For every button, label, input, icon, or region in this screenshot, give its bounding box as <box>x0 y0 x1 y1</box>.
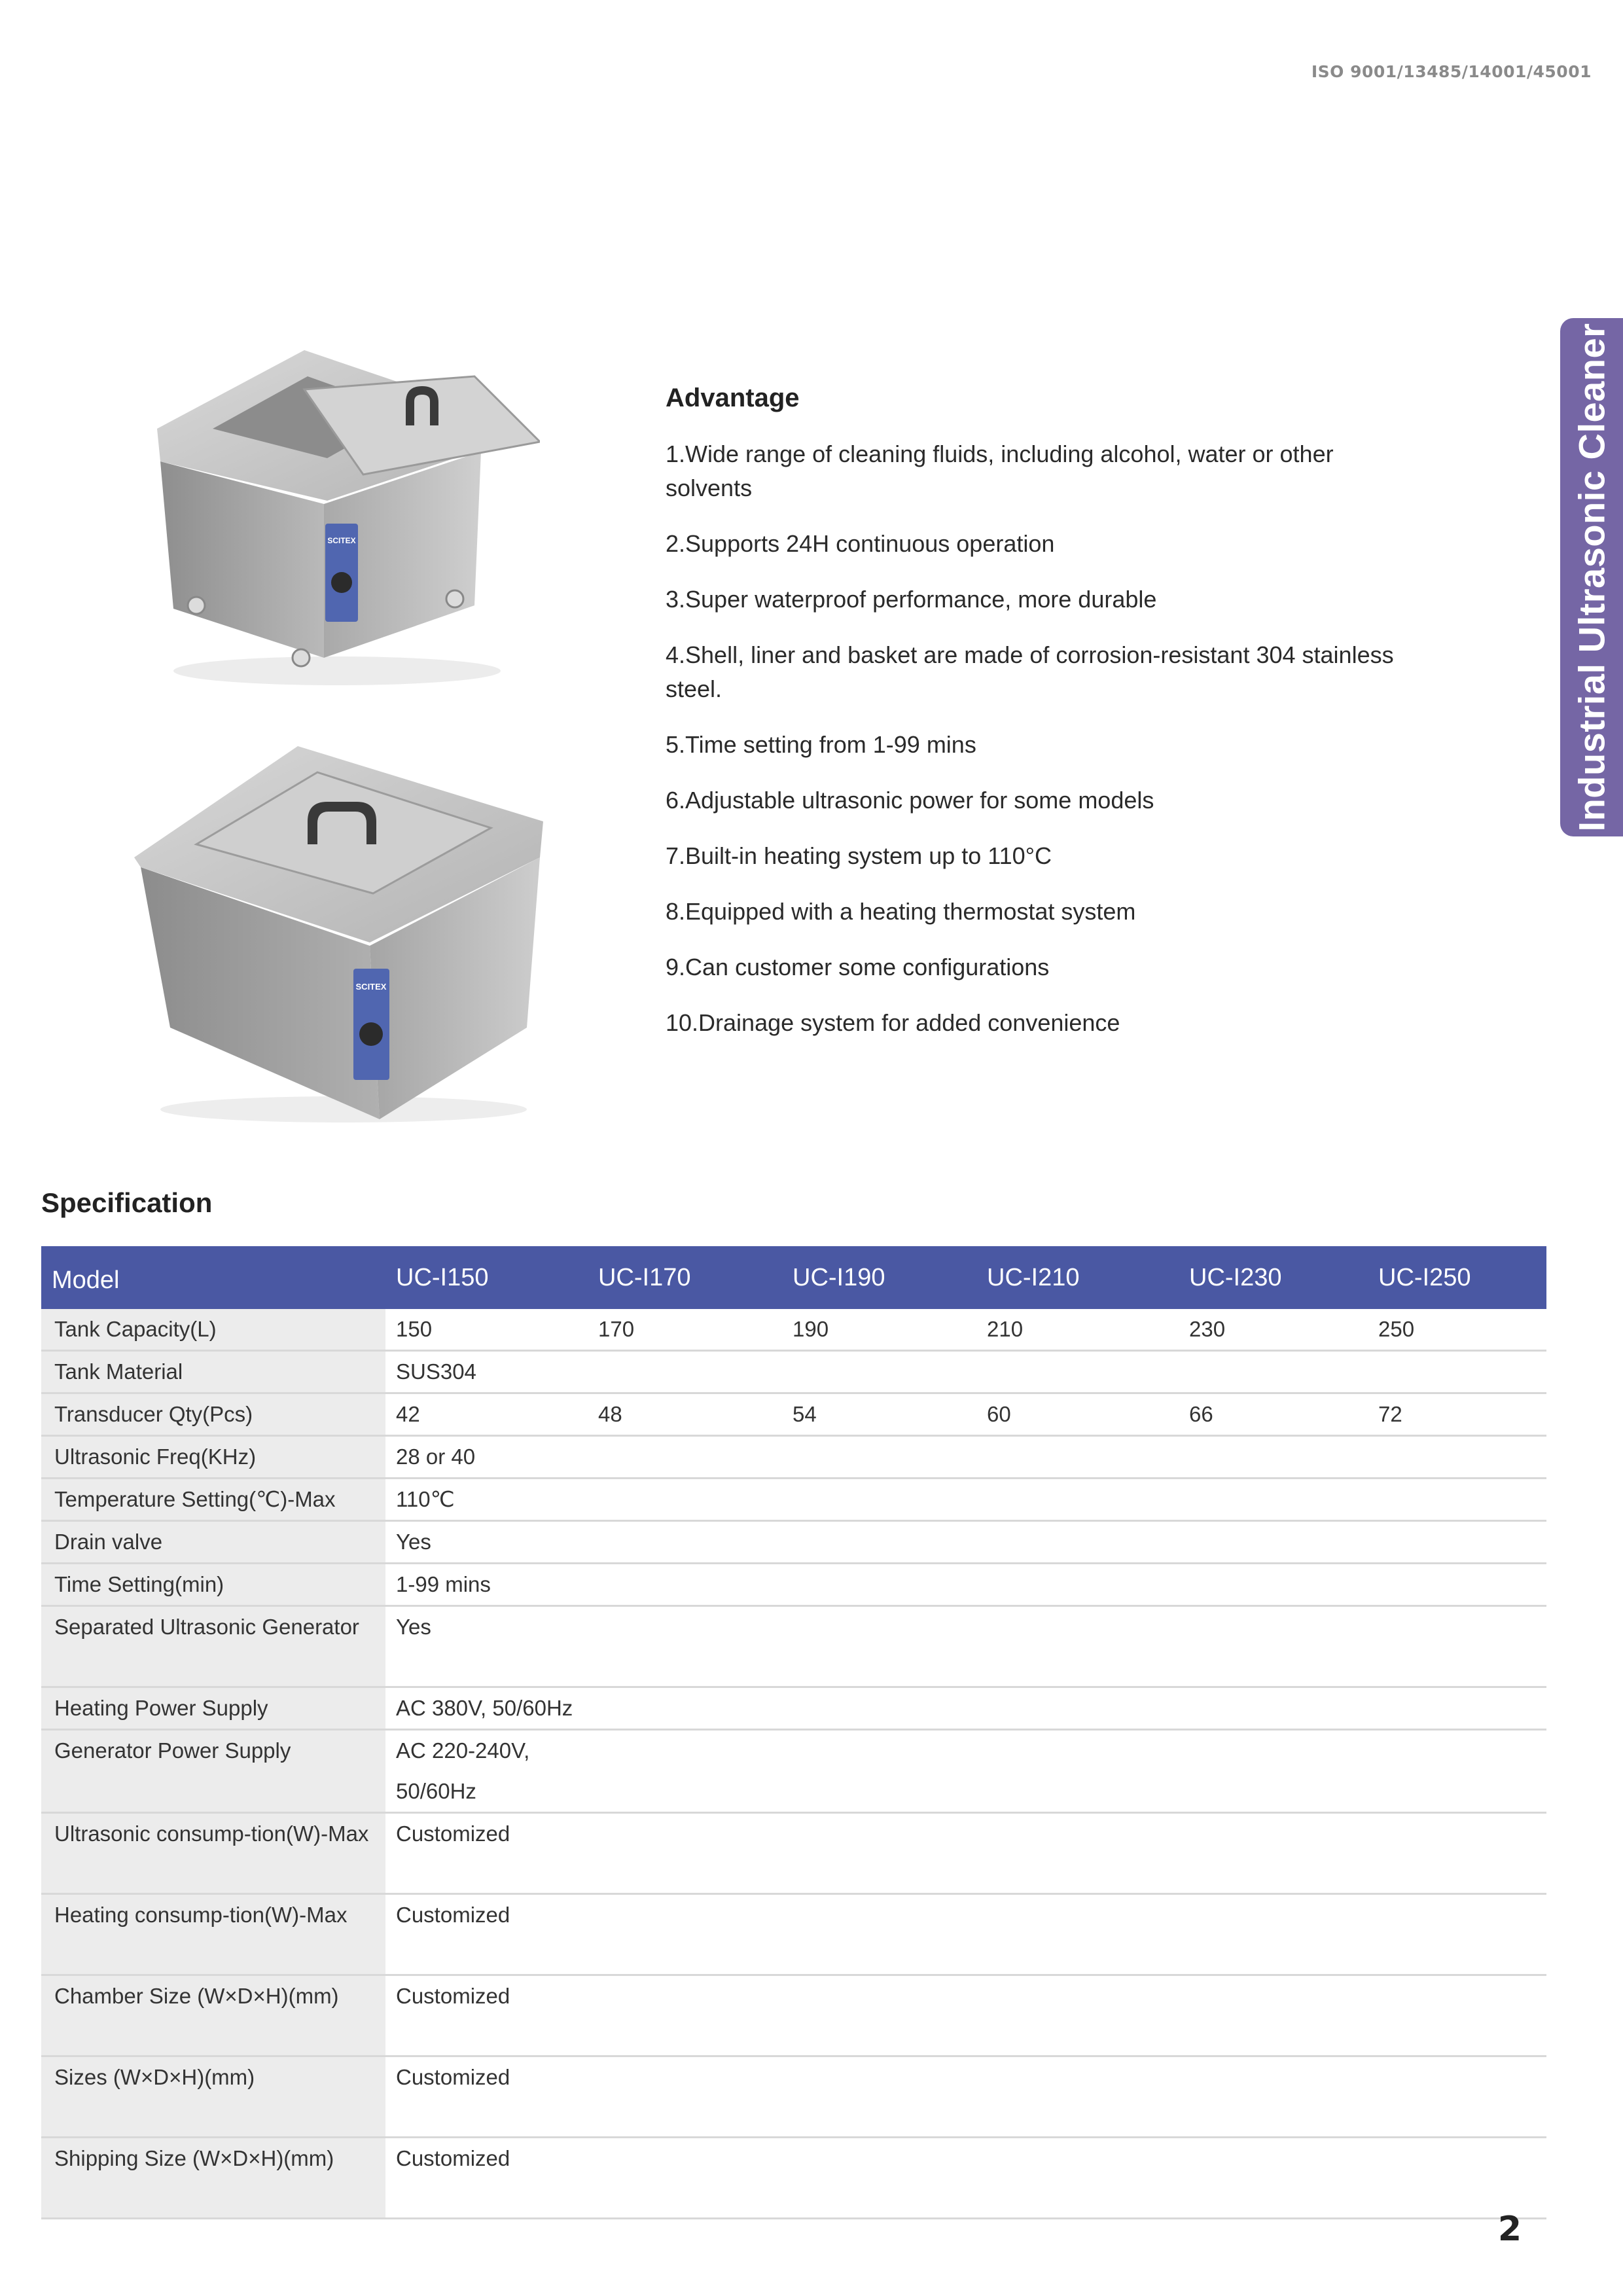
ultrasonic-cleaner-open-lid-image <box>147 350 540 691</box>
table-cell <box>782 1436 976 1479</box>
table-cell: AC 220-240V, 50/60Hz <box>385 1730 588 1813</box>
table-row <box>41 1975 1546 2056</box>
table-cell <box>588 1894 782 1975</box>
table-cell <box>588 1521 782 1564</box>
table-cell: Yes <box>385 1606 588 1687</box>
table-cell <box>1368 1479 1546 1521</box>
table-cell: 1-99 mins <box>385 1564 588 1606</box>
table-cell <box>976 2138 1179 2219</box>
table-cell <box>588 1564 782 1606</box>
table-row <box>41 1436 1546 1479</box>
advantage-item: 6.Adjustable ultrasonic power for some models <box>666 787 1154 814</box>
table-cell <box>588 1687 782 1730</box>
table-cell <box>1368 1564 1546 1606</box>
row-label: Transducer Qty(Pcs) <box>41 1393 385 1436</box>
specification-table <box>41 1246 1546 2219</box>
table-cell: 66 <box>1179 1393 1368 1436</box>
table-cell <box>1179 1894 1368 1975</box>
table-cell <box>976 1894 1179 1975</box>
table-cell <box>782 1975 976 2056</box>
table-cell <box>1179 1436 1368 1479</box>
table-row <box>41 1479 1546 1521</box>
table-cell <box>782 1687 976 1730</box>
row-label: Temperature Setting(℃)-Max <box>41 1479 385 1521</box>
table-cell <box>1179 2056 1368 2138</box>
advantage-item: 3.Super waterproof performance, more durable <box>666 586 1157 613</box>
table-cell: Customized <box>385 2056 588 2138</box>
table-cell <box>782 1606 976 1687</box>
table-cell <box>1179 1521 1368 1564</box>
table-cell: 210 <box>976 1309 1179 1351</box>
table-cell <box>1368 1813 1546 1894</box>
row-label: Tank Capacity(L) <box>41 1309 385 1351</box>
advantage-item: 10.Drainage system for added convenience <box>666 1009 1120 1036</box>
table-cell <box>976 1351 1179 1393</box>
advantage-item: 1.Wide range of cleaning fluids, including alcohol, water or other solvents <box>666 440 1334 501</box>
table-cell <box>1368 2138 1546 2219</box>
table-cell: 72 <box>1368 1393 1546 1436</box>
row-label: Heating Power Supply <box>41 1687 385 1730</box>
column-header: UC-I250 <box>1368 1246 1546 1309</box>
row-label: Drain valve <box>41 1521 385 1564</box>
advantage-item: 7.Built-in heating system up to 110°C <box>666 842 1052 869</box>
advantage-item: 5.Time setting from 1-99 mins <box>666 731 976 758</box>
table-cell <box>1179 1564 1368 1606</box>
advantage-list <box>666 437 1425 1062</box>
row-label: Ultrasonic consump-tion(W)-Max <box>41 1813 385 1894</box>
table-cell: 250 <box>1368 1309 1546 1351</box>
table-cell <box>782 1730 976 1813</box>
table-cell: 48 <box>588 1393 782 1436</box>
table-cell <box>1179 1975 1368 2056</box>
table-row <box>41 2056 1546 2138</box>
table-row <box>41 1813 1546 1894</box>
row-label: Tank Material <box>41 1351 385 1393</box>
table-cell <box>1368 2056 1546 2138</box>
table-cell <box>588 1436 782 1479</box>
advantage-heading: Advantage <box>666 384 800 412</box>
row-label: Separated Ultrasonic Generator <box>41 1606 385 1687</box>
table-cell <box>1368 1975 1546 2056</box>
table-cell: 230 <box>1179 1309 1368 1351</box>
table-cell <box>588 1975 782 2056</box>
table-cell <box>782 1564 976 1606</box>
table-cell <box>1368 1687 1546 1730</box>
column-header: UC-I230 <box>1179 1246 1368 1309</box>
table-cell: AC 380V, 50/60Hz <box>385 1687 588 1730</box>
row-label: Shipping Size (W×D×H)(mm) <box>41 2138 385 2219</box>
table-cell: Customized <box>385 1894 588 1975</box>
table-row <box>41 1687 1546 1730</box>
table-cell <box>588 1813 782 1894</box>
table-cell <box>782 1351 976 1393</box>
table-cell <box>976 1687 1179 1730</box>
table-cell <box>1179 1606 1368 1687</box>
table-cell <box>1179 1687 1368 1730</box>
advantage-item: 2.Supports 24H continuous operation <box>666 530 1055 557</box>
brand-label: SCITEX <box>355 982 387 992</box>
table-cell <box>588 2138 782 2219</box>
table-cell: 150 <box>385 1309 588 1351</box>
table-cell: Customized <box>385 1813 588 1894</box>
table-cell <box>976 1975 1179 2056</box>
table-cell: Customized <box>385 1975 588 2056</box>
table-cell <box>1179 1813 1368 1894</box>
row-label: Generator Power Supply <box>41 1730 385 1813</box>
table-cell: 60 <box>976 1393 1179 1436</box>
row-label: Heating consump-tion(W)-Max <box>41 1894 385 1975</box>
column-header: UC-I190 <box>782 1246 976 1309</box>
table-row <box>41 1351 1546 1393</box>
advantage-item: 9.Can customer some configurations <box>666 954 1050 980</box>
table-row <box>41 1521 1546 1564</box>
page-number: 2 <box>1497 2210 1522 2249</box>
column-header: UC-I150 <box>385 1246 588 1309</box>
table-cell <box>588 2056 782 2138</box>
table-row <box>41 1309 1546 1351</box>
table-cell <box>976 1606 1179 1687</box>
table-cell <box>1368 1521 1546 1564</box>
specification-heading: Specification <box>41 1187 213 1218</box>
side-category-label: Industrial Ultrasonic Cleaner <box>1571 323 1613 832</box>
table-cell <box>782 1521 976 1564</box>
column-header: UC-I170 <box>588 1246 782 1309</box>
row-label: Time Setting(min) <box>41 1564 385 1606</box>
row-label: Sizes (W×D×H)(mm) <box>41 2056 385 2138</box>
table-cell <box>1179 2138 1368 2219</box>
table-cell <box>976 1730 1179 1813</box>
table-cell: SUS304 <box>385 1351 588 1393</box>
table-cell: 42 <box>385 1393 588 1436</box>
table-row <box>41 1894 1546 1975</box>
table-cell <box>976 1813 1179 1894</box>
table-cell <box>1179 1730 1368 1813</box>
row-label: Ultrasonic Freq(KHz) <box>41 1436 385 1479</box>
table-cell <box>1368 1606 1546 1687</box>
table-cell <box>1368 1351 1546 1393</box>
column-header: Model <box>41 1246 385 1309</box>
table-cell <box>1368 1894 1546 1975</box>
table-cell <box>588 1351 782 1393</box>
side-category-tab <box>1560 318 1623 836</box>
row-label: Chamber Size (W×D×H)(mm) <box>41 1975 385 2056</box>
table-row <box>41 1606 1546 1687</box>
table-row <box>41 1393 1546 1436</box>
table-cell <box>976 1564 1179 1606</box>
table-cell <box>1368 1730 1546 1813</box>
table-cell: 110℃ <box>385 1479 588 1521</box>
table-cell <box>588 1479 782 1521</box>
table-cell: 190 <box>782 1309 976 1351</box>
table-cell: 54 <box>782 1393 976 1436</box>
table-cell <box>588 1606 782 1687</box>
table-cell <box>976 1521 1179 1564</box>
table-cell <box>1179 1351 1368 1393</box>
table-cell <box>782 1813 976 1894</box>
table-cell <box>782 2138 976 2219</box>
table-cell <box>976 2056 1179 2138</box>
table-cell <box>976 1436 1179 1479</box>
advantage-item: 8.Equipped with a heating thermostat system <box>666 898 1136 925</box>
table-cell <box>782 1894 976 1975</box>
table-cell: Customized <box>385 2138 588 2219</box>
table-row <box>41 1564 1546 1606</box>
table-cell <box>782 1479 976 1521</box>
table-row <box>41 2138 1546 2219</box>
table-row <box>41 1730 1546 1813</box>
table-cell <box>1179 1479 1368 1521</box>
table-header-row <box>41 1246 1546 1309</box>
certification-header: ISO 9001/13485/14001/45001 <box>1311 62 1592 81</box>
column-header: UC-I210 <box>976 1246 1179 1309</box>
advantage-item: 4.Shell, liner and basket are made of corrosion-resistant 304 stainless steel. <box>666 641 1394 702</box>
table-cell: Yes <box>385 1521 588 1564</box>
table-cell: 28 or 40 <box>385 1436 588 1479</box>
brand-label: SCITEX <box>327 536 356 545</box>
table-cell <box>976 1479 1179 1521</box>
table-cell: 170 <box>588 1309 782 1351</box>
ultrasonic-cleaner-closed-lid-image <box>134 746 553 1126</box>
table-cell <box>782 2056 976 2138</box>
table-cell <box>1368 1436 1546 1479</box>
table-cell <box>588 1730 782 1813</box>
